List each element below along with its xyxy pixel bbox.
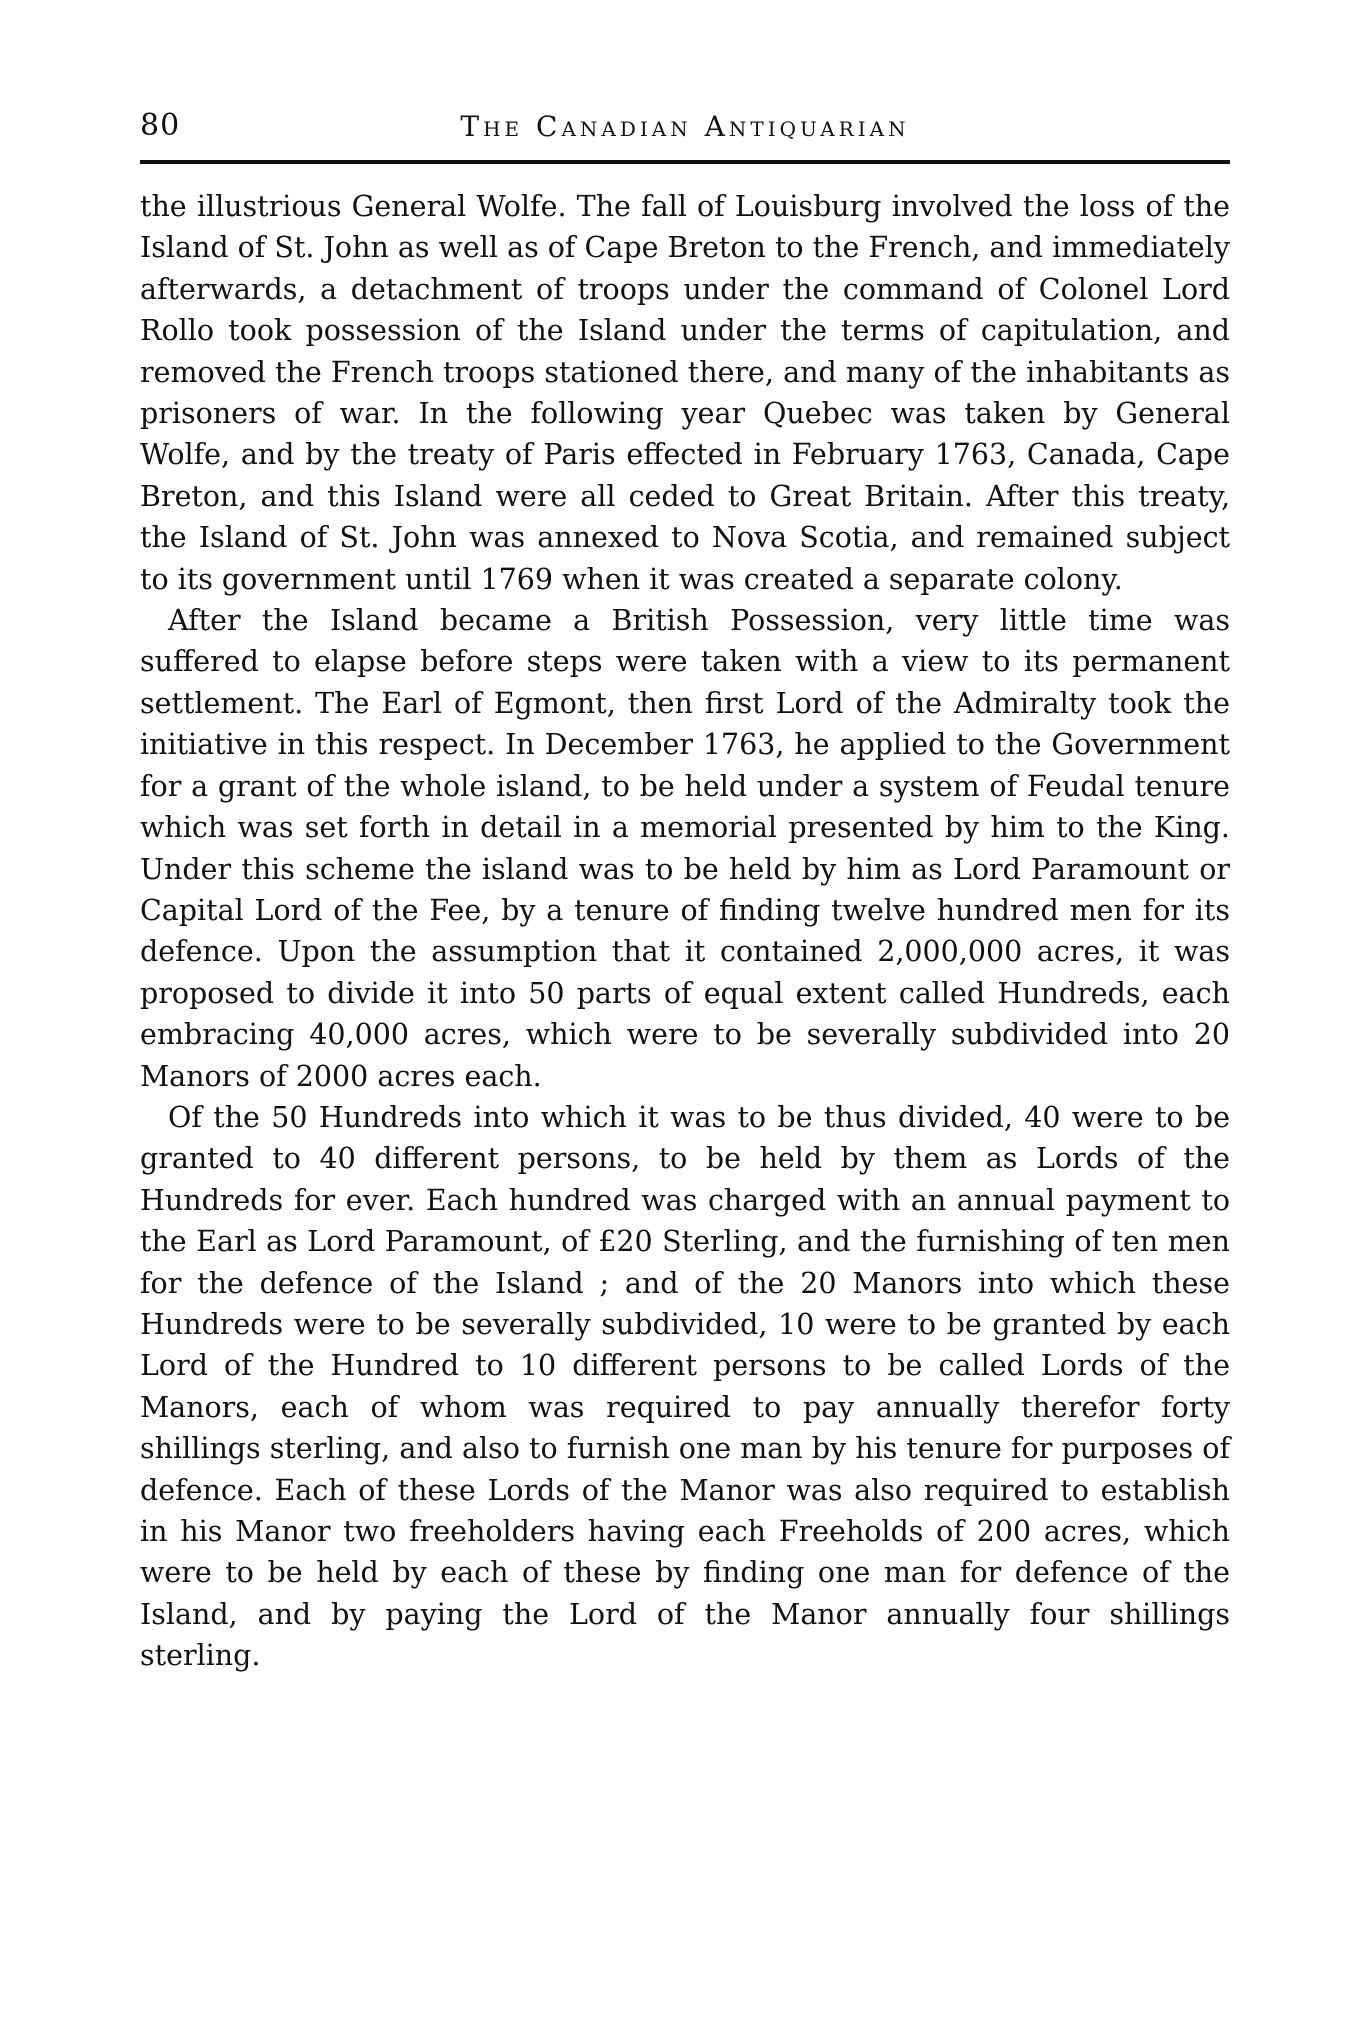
body-text <box>140 186 1230 1677</box>
paragraph-2: After the Island became a British Possession, very little time was suffered to elapse before steps were taken with a view to its permanent settlement. The Earl of Egmont, then first Lord of the Admiralty took the initiative in this respect. In December 1763, he applied to the Government for a grant of the whole island, to be held under a system of Feudal tenure which was set forth in detail in a memorial presented by him to the King. Under this scheme the island was to be held by him as Lord Paramount or Capital Lord of the Fee, by a tenure of finding twelve hundred men for its defence. Upon the assumption that it contained 2,000,000 acres, it was proposed to divide it into 50 parts of equal extent called Hundreds, each embracing 40,000 acres, which were to be severally subdivided into 20 Manors of 2000 acres each. <box>140 604 1230 1093</box>
page-number: 80 <box>140 108 181 143</box>
journal-title: The Canadian Antiquarian <box>460 110 910 143</box>
paragraph-1: the illustrious General Wolfe. The fall of Louisburg involved the loss of the Island of St. John as well as of Cape Breton to the French, and immediately afterwards, a detachment of troops under the command of Colonel Lord Rollo took possession of the Island under the terms of capitulation, and removed the French troops stationed there, and many of the inhabitants as prisoners of war. In the following year Quebec was taken by General Wolfe, and by the treaty of Paris effected in February 1763, Canada, Cape Breton, and this Island were all ceded to Great Britain. After this treaty, the Island of St. John was annexed to Nova Scotia, and remained subject to its government until 1769 when it was created a separate colony. <box>140 190 1230 596</box>
header-rule <box>140 160 1230 164</box>
running-head <box>140 100 1230 160</box>
document-page <box>140 100 1230 1677</box>
paragraph-3: Of the 50 Hundreds into which it was to be thus divided, 40 were to be granted to 40 different persons, to be held by them as Lords of the Hundreds for ever. Each hundred was charged with an annual payment to the Earl as Lord Paramount, of £20 Sterling, and the furnishing of ten men for the defence of the Island ; and of the 20 Manors into which these Hundreds were to be severally subdivided, 10 were to be granted by each Lord of the Hundred to 10 different persons to be called Lords of the Manors, each of whom was required to pay annually therefor forty shillings sterling, and also to furnish one man by his tenure for purposes of defence. Each of these Lords of the Manor was also required to establish in his Manor two freeholders having each Freeholds of 200 acres, which were to be held by each of these by finding one man for defence of the Island, and by paying the Lord of the Manor annually four shillings sterling. <box>140 1100 1230 1673</box>
